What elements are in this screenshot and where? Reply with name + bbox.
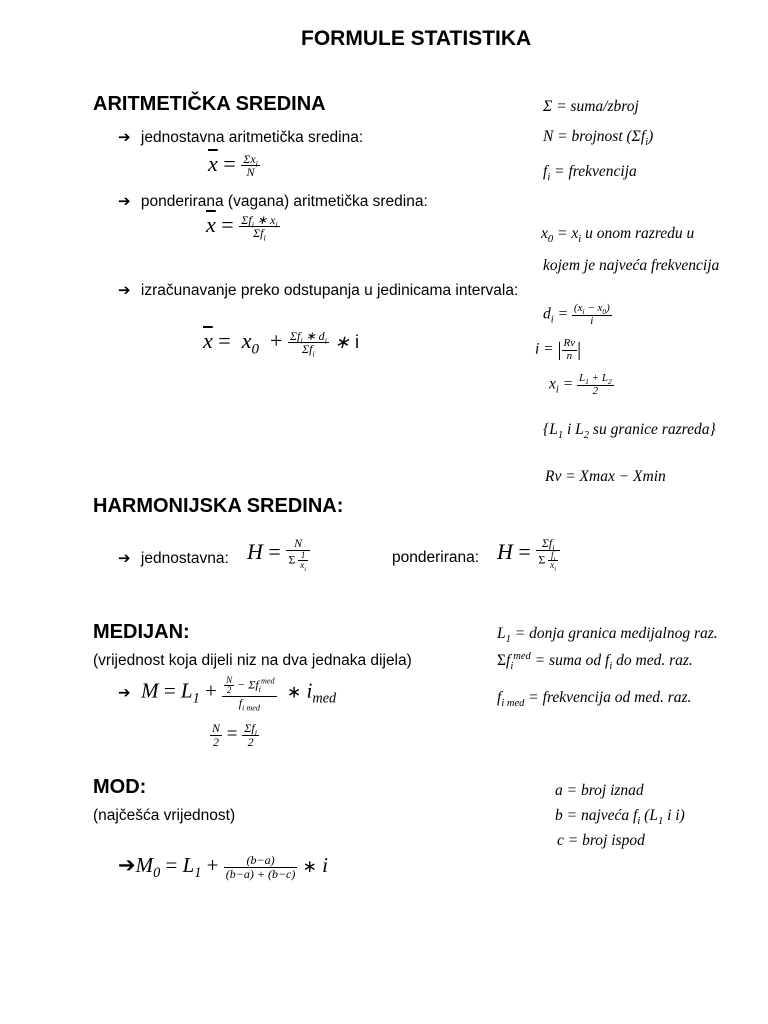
- formula-harmonic-simple: H = N Σ $\frac{1}{x_i}$: [247, 537, 310, 570]
- note-mode-c: c = broj ispod: [557, 832, 645, 849]
- bullet-weighted-mean: [118, 192, 428, 211]
- note-median-sum: $\Sigma f_i^{med}$ = suma od $f_i$ do med. raz.: [497, 650, 693, 673]
- harmonic-weighted-label: ponderirana:: [392, 549, 480, 566]
- note-frequency: $f_i$ = frekvencija: [543, 163, 637, 184]
- note-count: N = brojnost $(\Sigma f_i)$: [543, 128, 654, 149]
- page-title: FORMULE STATISTIKA: [301, 27, 532, 50]
- heading-arithmetic-mean: ARITMETIČKA SREDINA: [93, 93, 326, 115]
- formula-median-position: $\frac{N}{2}$ = $\frac{\Sigma f_i}{2}$: [212, 721, 257, 749]
- note-range: Rv = Xmax − Xmin: [545, 468, 666, 485]
- arrow-right-icon: ➔: [118, 685, 131, 702]
- weighted-mean-label: ponderirana (vagana) aritmetička sredina:: [140, 193, 428, 210]
- note-limits: {$L_1$ i $L_2$ su granice razreda}: [543, 421, 716, 442]
- bullet-harmonic-simple: [118, 549, 229, 568]
- arrow-right-icon: ➔: [118, 193, 131, 210]
- mode-description: (najčešća vrijednost): [93, 807, 236, 824]
- note-x0-line2: kojem je najveća frekvencija: [543, 257, 720, 274]
- formula-deviation-mean: $\overline{x} = x_0$ + $\frac{\Sigma f_i ∗ d_i}{\Sigma f_i}$ ∗ i: [203, 328, 360, 359]
- formula-mode: $➔M_0 = L_1$ + $\frac{(b-a)}{(b-a) + (b-c)}$ ∗ i: [118, 853, 328, 882]
- formula-simple-mean: $\overline{x}$ = $\frac{\Sigma x_i}{N}$: [208, 151, 258, 180]
- median-description: (vrijednost koja dijeli niz na dva jednaka dijela): [93, 652, 412, 669]
- arrow-right-icon: ➔: [118, 550, 131, 567]
- arrow-right-icon: ➔: [118, 853, 136, 877]
- formula-median: ➔ $M = L_1$ + $\frac{N}{2}$ − $\Sigma f_i^{med}$ $f_{i med}$ ∗ $i_{med}$: [118, 675, 337, 713]
- simple-mean-label: jednostavna aritmetička sredina:: [140, 129, 364, 146]
- note-di: $d_i$ = $\frac{(x_i - x_0)}{i}$: [543, 302, 610, 327]
- bullet-deviation-mean: [118, 281, 518, 300]
- formula-harmonic-weighted: H = $\Sigma f_i$ Σ $\frac{f_i}{x_i}$: [497, 537, 560, 570]
- bullet-simple-mean: [118, 128, 363, 147]
- note-interval: i = | $\frac{Rv}{n}$ |: [535, 337, 582, 362]
- note-median-l1: $L_1$ = donja granica medijalnog raz.: [497, 625, 718, 646]
- heading-mode: MOD:: [93, 776, 147, 798]
- note-median-freq: $f_{i med}$ = frekvencija od med. raz.: [497, 689, 692, 710]
- note-x0: $x_0 = x_i$ u onom razredu u: [541, 225, 695, 246]
- formula-weighted-mean: $\overline{x}$ = $\frac{\Sigma f_i ∗ x_i}{\Sigma f_i}$: [206, 212, 278, 243]
- deviation-mean-label: izračunavanje preko odstupanja u jedinicama intervala:: [140, 282, 519, 299]
- arrow-right-icon: ➔: [118, 282, 131, 299]
- note-mode-a: a = broj iznad: [555, 782, 644, 799]
- note-xi: $x_i$ = $\frac{L_1 + L_2}{2}$: [549, 372, 612, 397]
- arrow-right-icon: ➔: [118, 129, 131, 146]
- note-sum: Σ = suma/zbroj: [543, 98, 639, 115]
- note-mode-b: b = najveća $f_i$ ($L_1$ i i): [555, 807, 685, 828]
- heading-harmonic-mean: HARMONIJSKA SREDINA:: [93, 495, 344, 517]
- heading-median: MEDIJAN:: [93, 621, 190, 643]
- harmonic-simple-label: jednostavna:: [140, 550, 229, 567]
